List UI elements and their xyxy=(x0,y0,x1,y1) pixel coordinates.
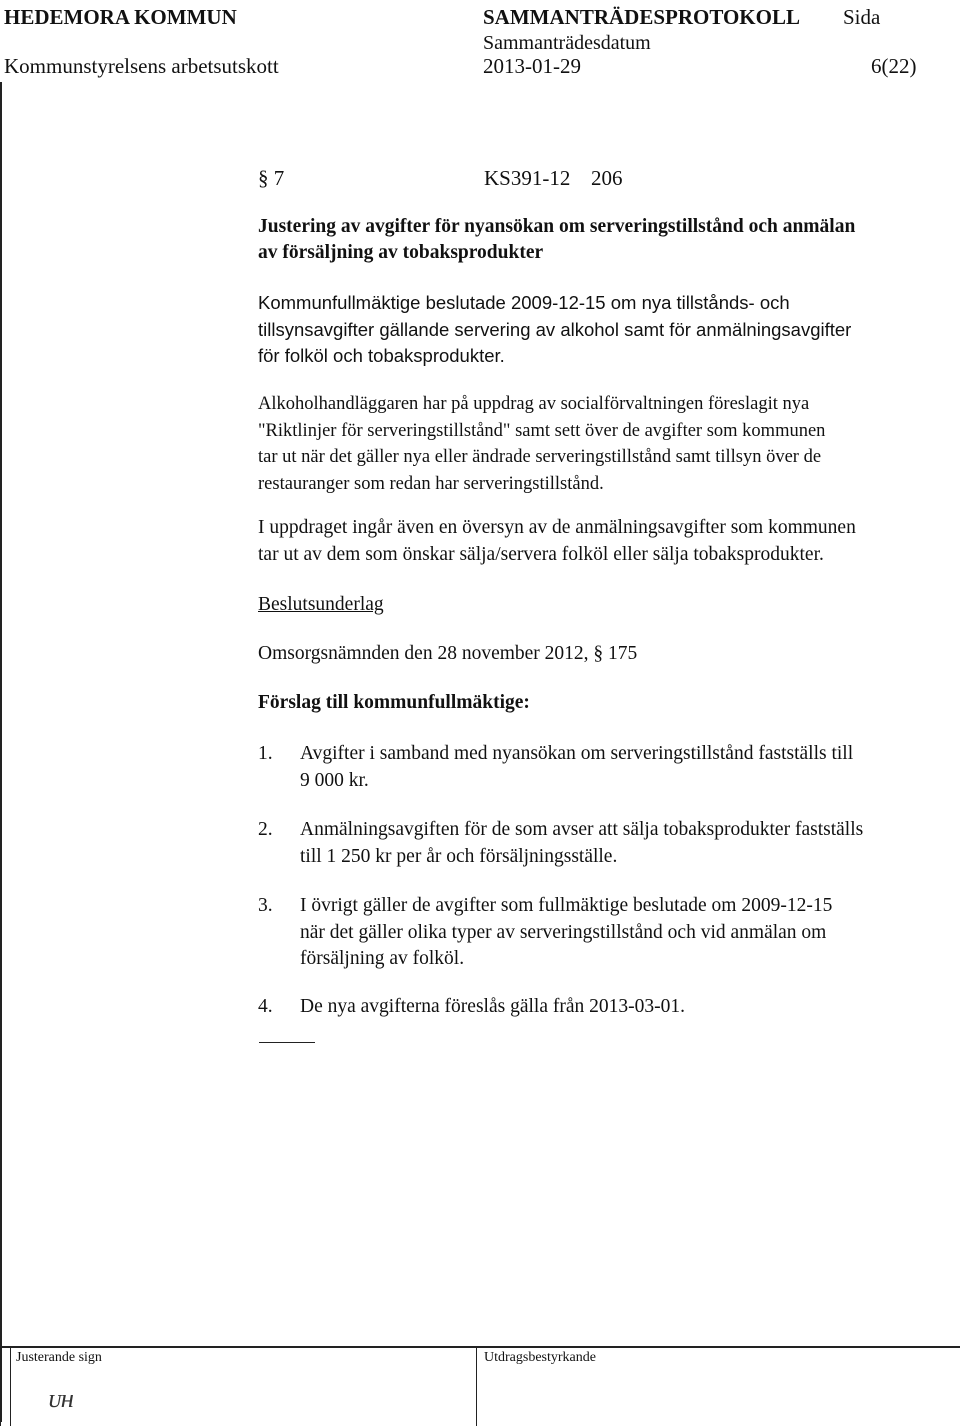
proposal-item-number: 4. xyxy=(258,996,273,1017)
proposal-item-line: när det gäller olika typer av serveringstillstånd och vid anmälan om xyxy=(300,921,827,943)
paragraph-2-line: Alkoholhandläggaren har på uppdrag av socialförvaltningen föreslagit nya xyxy=(258,394,810,414)
left-margin-rule xyxy=(0,82,2,1422)
proposal-item-text xyxy=(300,893,832,973)
proposal-heading: Förslag till kommunfullmäktige: xyxy=(258,692,530,713)
proposal-item-number: 2. xyxy=(258,819,273,840)
proposal-item-number: 3. xyxy=(258,895,273,916)
paragraph-2-line: tar ut när det gäller nya eller ändrade serveringstillstånd samt tillsyn över de xyxy=(258,447,822,467)
item-title-line-1: Justering av avgifter för nyansökan om serveringstillstånd och anmälan xyxy=(258,216,856,237)
page-number: 6(22) xyxy=(871,54,917,78)
signature-initials: ᴜʜ xyxy=(48,1384,75,1413)
proposal-item-line: till 1 250 kr per år och försäljningsställe. xyxy=(300,845,618,867)
proposal-item-line: I övrigt gäller de avgifter som fullmäktige beslutade om 2009-12-15 xyxy=(300,895,833,916)
page-label: Sida xyxy=(843,5,881,29)
footer-divider xyxy=(0,1346,1,1426)
paragraph-3-line: tar ut av dem som önskar sälja/servera folköl eller sälja tobaksprodukter. xyxy=(258,543,824,565)
paragraph-number: § 7 xyxy=(258,166,285,190)
paragraph-1-line: Kommunfullmäktige beslutade 2009-12-15 om nya tillstånds- och xyxy=(258,292,790,313)
paragraph-3 xyxy=(258,515,856,568)
basis-heading: Beslutsunderlag xyxy=(258,594,384,615)
proposal-item-text xyxy=(300,741,853,794)
meeting-date: 2013-01-29 xyxy=(483,54,581,78)
proposal-item-line: De nya avgifterna föreslås gälla från 2013-03-01. xyxy=(300,996,685,1017)
paragraph-2 xyxy=(258,391,825,497)
paragraph-3-line: I uppdraget ingår även en översyn av de anmälningsavgifter som kommunen xyxy=(258,517,856,538)
paragraph-1-line: tillsynsavgifter gällande servering av alkohol samt för anmälningsavgifter xyxy=(258,318,852,340)
paragraph-1 xyxy=(258,290,851,370)
case-number: 206 xyxy=(591,166,623,190)
footer-divider xyxy=(476,1346,477,1426)
proposal-item-line: 9 000 kr. xyxy=(300,769,369,791)
case-reference: KS391-12 xyxy=(484,166,571,190)
proposal-item-text xyxy=(300,994,685,1021)
proposal-item-text xyxy=(300,817,863,870)
proposal-item-number: 1. xyxy=(258,743,273,764)
paragraph-2-line: "Riktlinjer för serveringstillstånd" samt sett över de avgifter som kommunen xyxy=(258,420,826,441)
section-separator xyxy=(259,1042,315,1043)
date-label: Sammanträdesdatum xyxy=(483,32,651,54)
footer-rule xyxy=(0,1346,960,1348)
paragraph-1-line: för folköl och tobaksprodukter. xyxy=(258,345,505,366)
committee-name: Kommunstyrelsens arbetsutskott xyxy=(4,54,279,78)
footer-divider xyxy=(10,1346,11,1426)
extract-certification-label: Utdragsbestyrkande xyxy=(484,1350,596,1365)
document-type: SAMMANTRÄDESPROTOKOLL xyxy=(483,5,800,29)
justering-label: Justerande sign xyxy=(16,1350,102,1365)
proposal-item-line: Anmälningsavgiften för de som avser att sälja tobaksprodukter fastställs xyxy=(300,819,864,840)
basis-text: Omsorgsnämnden den 28 november 2012, § 175 xyxy=(258,643,638,664)
item-title-line-2: av försäljning av tobaksprodukter xyxy=(258,242,544,263)
proposal-item-line: Avgifter i samband med nyansökan om serveringstillstånd fastställs till xyxy=(300,743,854,764)
paragraph-2-line: restauranger som redan har serveringstillstånd. xyxy=(258,473,604,494)
proposal-item-line: försäljning av folköl. xyxy=(300,948,465,969)
org-name: HEDEMORA KOMMUN xyxy=(4,5,237,29)
